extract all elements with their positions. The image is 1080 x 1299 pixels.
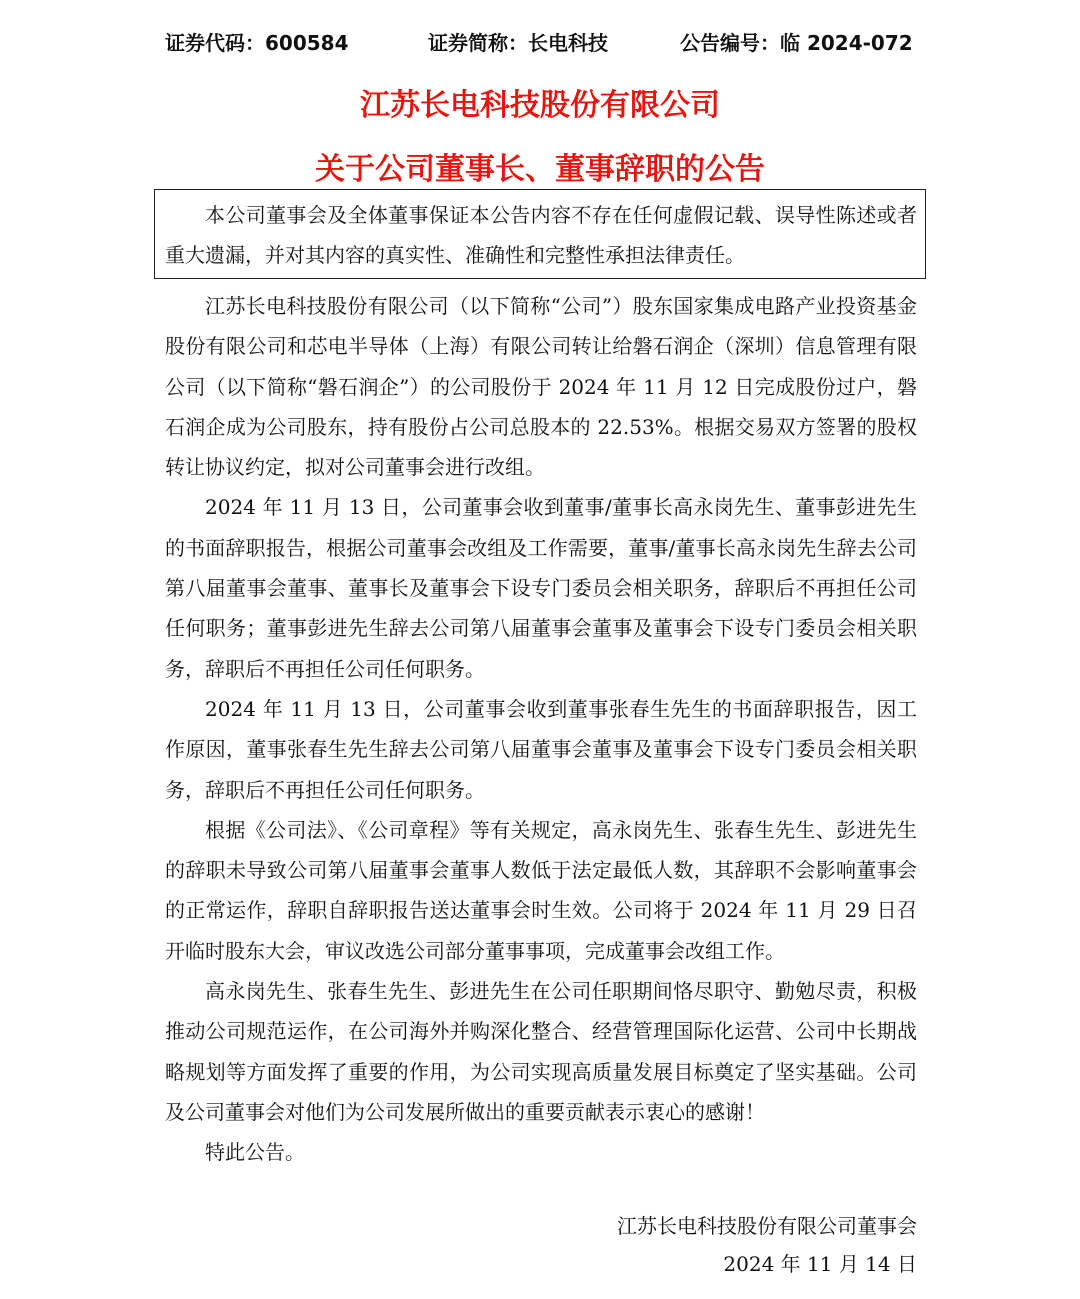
disclaimer-text: 本公司董事会及全体董事保证本公告内容不存在任何虚假记载、误导性陈述或者重大遗漏，并对其内容的真实性、准确性和完整性承担法律责任。	[165, 203, 917, 267]
paragraph-acknowledgement: 高永岗先生、张春生先生、彭进先生在公司任职期间恪尽职守、勤勉尽责，积极推动公司规范运作，在公司海外并购深化整合、经营管理国际化运营、公司中长期战略规划等方面发挥了重要的作用，为公司实现高质量发展目标奠定了坚实基础。公司及公司董事会对他们为公司发展所做出的重要贡献表示衷心的感谢！	[165, 979, 917, 1124]
announcement-body	[165, 286, 917, 1173]
paragraph-director-resignation: 2024 年 11 月 13 日，公司董事会收到董事张春生先生的书面辞职报告，因工作原因，董事张春生先生辞去公司第八届董事会董事及董事会下设专门委员会相关职务，辞职后不再担任公司任何职务。	[165, 696, 917, 802]
notice-number: 公告编号：临 2024-072	[680, 31, 913, 55]
company-title: 江苏长电科技股份有限公司	[360, 88, 720, 123]
disclaimer-box	[154, 189, 926, 279]
signature-date: 2024 年 11 月 14 日	[723, 1252, 917, 1276]
paragraph-legal-effect: 根据《公司法》、《公司章程》等有关规定，高永岗先生、张春生先生、彭进先生的辞职未导致公司第八届董事会董事人数低于法定最低人数，其辞职不会影响董事会的正常运作，辞职自辞职报告送达董事会时生效。公司将于 2024 年 11 月 29 日召开临时股东大会，审议改选公司部分董事事项，完成董事会改组工作。	[165, 817, 917, 963]
announcement-header	[165, 26, 925, 60]
paragraph-chairman-resignation: 2024 年 11 月 13 日，公司董事会收到董事/董事长高永岗先生、董事彭进先生的书面辞职报告，根据公司董事会改组及工作需要，董事/董事长高永岗先生辞去公司第八届董事会董事、董事长及董事会下设专门委员会相关职务，辞职后不再担任公司任何职务；董事彭进先生辞去公司第八届董事会董事及董事会下设专门委员会相关职务，辞职后不再担任公司任何职务。	[165, 495, 917, 681]
stock-code: 证券代码：600584	[165, 31, 349, 55]
paragraph-closing: 特此公告。	[205, 1140, 305, 1165]
announcement-subject: 关于公司董事长、董事辞职的公告	[315, 152, 765, 187]
stock-abbreviation: 证券简称：长电科技	[428, 31, 608, 55]
signature-issuer: 江苏长电科技股份有限公司董事会	[617, 1214, 917, 1238]
paragraph-share-transfer: 江苏长电科技股份有限公司（以下简称“公司”）股东国家集成电路产业投资基金股份有限公司和芯电半导体（上海）有限公司转让给磐石润企（深圳）信息管理有限公司（以下简称“磐石润企”）的公司股份于 2024 年 11 月 12 日完成股份过户，磐石润企成为公司股东，持有股份占公司总股本的 22.53%。根据交易双方签署的股权转让协议约定，拟对公司董事会进行改组。	[165, 294, 917, 480]
